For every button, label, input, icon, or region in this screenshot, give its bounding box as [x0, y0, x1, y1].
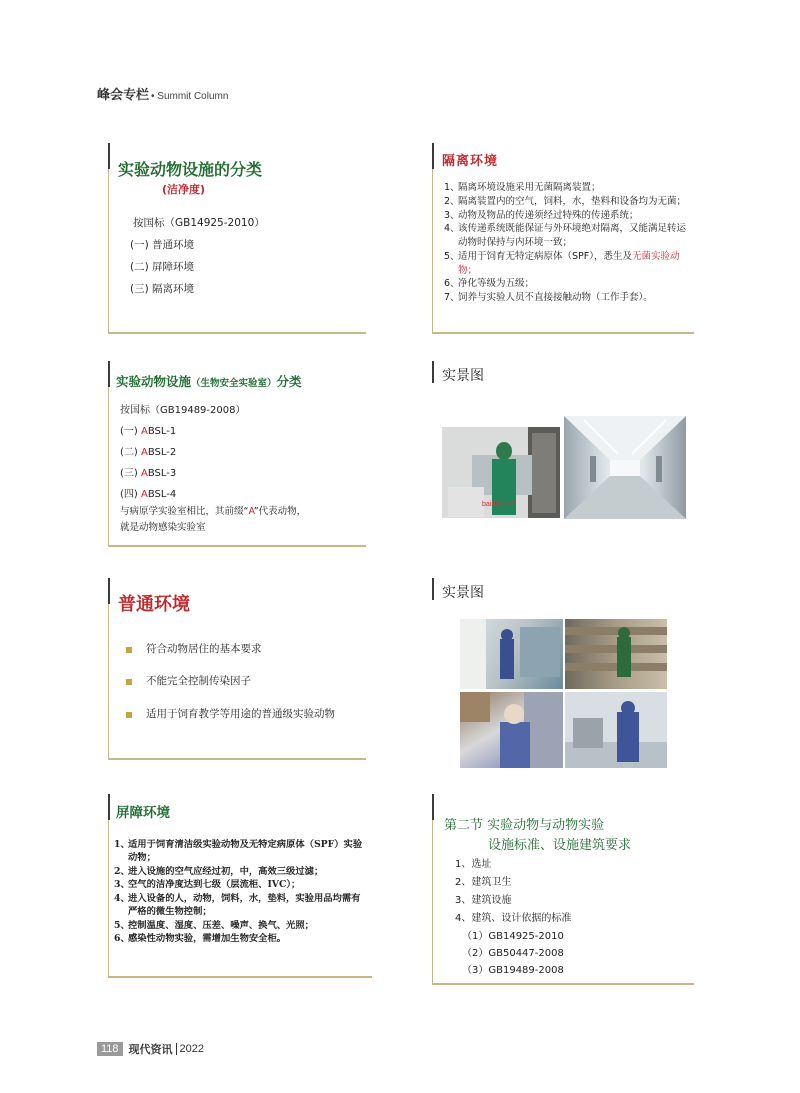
section-title-line1: 第二节 实验动物与动物实验: [444, 818, 605, 833]
column-subtitle: • Summit Column: [151, 91, 229, 102]
watermark: baimu.com: [482, 501, 517, 508]
slide-classification: [108, 143, 366, 348]
standard-item: （1）GB14925-2010: [462, 931, 564, 942]
standard-intro: 按国标（GB19489-2008）: [120, 405, 246, 416]
normal-env-list: [126, 641, 358, 738]
list-item: 4、 该传递系统既能保证与外环境绝对隔离，又能满足转运动物时保持与内环境一致；: [444, 223, 687, 249]
list-item: 5、 适用于饲育无特定病原体（SPF），悉生及无菌实验动物；: [444, 250, 680, 276]
list-item: 3、建筑设施: [455, 895, 512, 906]
slide-title: 实验动物设施（生物安全实验室）分类: [116, 374, 302, 389]
list-item: 6、 感染性动物实验，需增加生物安全柜。: [114, 933, 287, 945]
list-item: 1、选址: [455, 859, 492, 870]
slide-title: 实景图: [442, 368, 484, 384]
list-item: 适用于饲育教学等用途的普通级实验动物: [126, 706, 358, 722]
list-item: 5、 控制温度、湿度、压差、噪声、换气、光照；: [114, 919, 314, 931]
list-item: 3、 空气的洁净度达到七级（层流柜、IVC）；: [114, 879, 301, 891]
list-item: (二) 屏障环境: [130, 261, 195, 273]
slide-normal-env: [108, 578, 366, 774]
barrier-list: [114, 838, 368, 946]
slide-photos-normal: [432, 578, 694, 773]
list-item: 符合动物居住的基本要求: [126, 641, 358, 657]
slide-isolation-env: [432, 143, 694, 348]
slide-title: 实验动物设施的分类: [118, 160, 263, 179]
column-header: [97, 84, 228, 102]
slide-section-two: [432, 794, 694, 999]
list-item: 1、 隔离环境设施采用无菌隔离装置；: [444, 182, 601, 193]
corridor-illustration: [564, 416, 686, 519]
list-item: (三) ABSL-3: [120, 468, 177, 479]
section-title-line2: 设施标准、设施建筑要求: [488, 838, 632, 853]
list-item: 6、 净化等级为五级；: [444, 278, 535, 290]
list-item: 4、建筑、设计依据的标准: [455, 913, 572, 924]
slide-biosafety: [108, 361, 366, 561]
slide-photos-isolation: [432, 361, 694, 531]
standard-intro: 按国标（GB14925-2010）: [133, 217, 265, 229]
list-item: 4、 进入设备的人，动物，饲料，水，垫料，实验用品均需有严格的微生物控制；: [114, 892, 361, 918]
list-item: (四) ABSL-4: [120, 489, 177, 500]
corridor-photo: [564, 416, 686, 519]
isolation-list: [444, 181, 688, 305]
list-item: 不能完全控制传染因子: [126, 673, 358, 689]
slide-title: 普通环境: [118, 594, 190, 615]
slide-title: 实景图: [442, 585, 484, 601]
note-line: 就是动物感染实验室: [120, 522, 206, 533]
list-item: 1、 适用于饲育清洁级实验动物及无特定病原体（SPF）实验动物；: [114, 839, 363, 864]
column-title: 峰会专栏: [97, 88, 150, 103]
photo-worker-mask: [460, 692, 563, 768]
photo-cages: [565, 619, 667, 689]
standard-item: （2）GB50447-2008: [462, 948, 564, 959]
footer-divider: [176, 1043, 177, 1055]
isolator-photo: [442, 427, 560, 518]
slide-subtitle: (洁净度): [162, 183, 206, 196]
list-item: 7、 饲养与实验人员不直接接触动物（工作手套）。: [444, 292, 653, 304]
page-footer: [97, 1040, 204, 1058]
list-item: 2、 隔离装置内的空气，饲料，水，垫料和设备均为无菌；: [444, 195, 687, 207]
slide-barrier-env: [108, 794, 372, 992]
list-item: 3、 动物及物品的传递须经过特殊的传递系统；: [444, 209, 639, 221]
slide-title: 隔离环境: [442, 154, 499, 169]
photo-cleaning: [460, 619, 563, 689]
list-item: 2、建筑卫生: [455, 877, 512, 888]
page-number: 118: [97, 1042, 123, 1056]
issue-year: 2022: [179, 1043, 205, 1055]
list-item: (一) 普通环境: [130, 239, 195, 251]
list-item: 2、 进入设施的空气应经过初，中，高效三级过滤；: [114, 865, 324, 877]
list-item: (一) ABSL-1: [120, 426, 177, 437]
list-item: (二) ABSL-2: [120, 447, 177, 458]
standard-item: （3）GB19489-2008: [462, 965, 564, 976]
slide-title: 屏障环境: [116, 805, 170, 821]
photo-worker-room: [565, 692, 667, 768]
note-line: 与病原学实验室相比，其前缀“A”代表动物，: [120, 506, 307, 517]
list-item: (三) 隔离环境: [130, 283, 195, 295]
magazine-name: 现代资讯: [128, 1043, 173, 1056]
